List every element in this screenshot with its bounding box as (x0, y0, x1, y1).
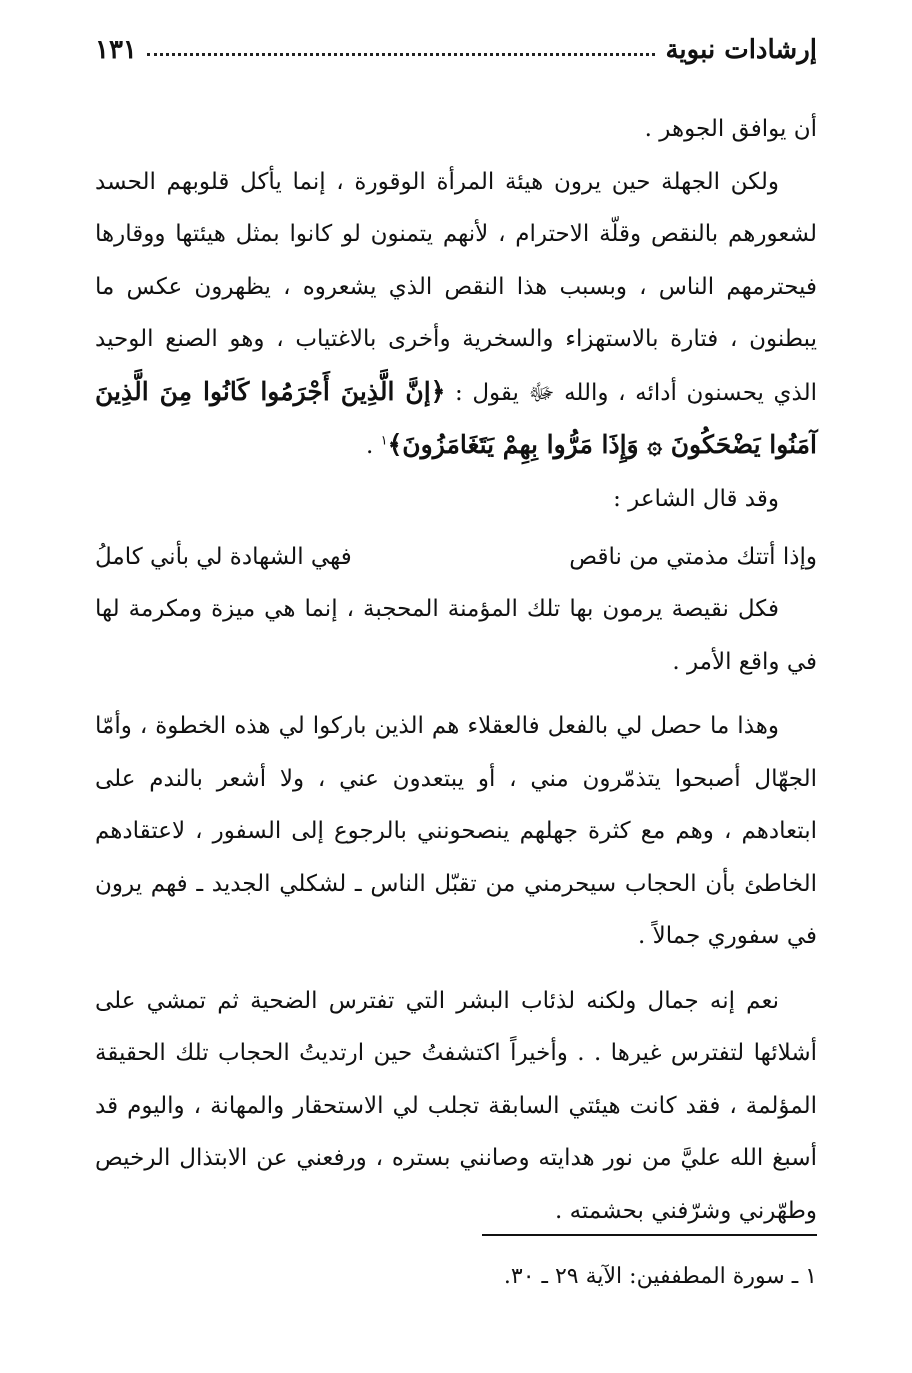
header-title: إرشادات نبوية (665, 35, 817, 65)
footnote: ١ ـ سورة المطففين: الآية ٢٩ ـ ٣٠. (503, 1264, 817, 1289)
paragraph-6: نعم إنه جمال ولكنه لذئاب البشر التي تفترس الضحية ثم تمشي على أشلائها لتفترس غيرها . . وأخيراً اكتشفتُ حين ارتديتُ الحجاب تلك الحقيقة المؤلمة ، فقد كانت هيئتي السابقة تجلب لي الاستحقار والمهانة ، واليوم قد أسبغ الله عليَّ من نور هدايته وصانني بستره ، ورفعني عن الابتذال الرخيص وطهّرني وشرّفني بحشمته . (95, 987, 817, 1224)
main-text (95, 103, 817, 1237)
paragraph-4: فكل نقيصة يرمون بها تلك المؤمنة المحجبة ، إنما هي ميزة ومكرمة لها في واقع الأمر . (95, 596, 817, 675)
poem-first-hemistich: وإذا أتتك مذمتي من ناقص (569, 544, 817, 570)
paragraph-3: وقد قال الشاعر : (613, 485, 779, 512)
footnote-ref: ١ (380, 433, 388, 449)
poem-second-hemistich: فهي الشهادة لي بأني كاملُ (95, 544, 352, 570)
poem-verse (95, 531, 817, 583)
paragraph-2 (95, 156, 817, 473)
quran-verse: ﴿إنَّ الَّذِينَ أَجْرَمُوا كَانُوا مِنَ الَّذِينَ آمَنُوا يَضْحَكُونَ ۞ وَإِذَا مَرُّوا بِهِمْ يَتَغَامَزُونَ﴾ (95, 376, 817, 459)
header-dot-leader (147, 53, 656, 56)
verse-end: . (366, 433, 381, 459)
running-header (95, 30, 817, 70)
paragraph-1: أن يوافق الجوهر . (644, 116, 817, 142)
paragraph-5: وهذا ما حصل لي بالفعل فالعقلاء هم الذين باركوا لي هذه الخطوة ، وأمّا الجهّال أصبحوا يتذمّرون مني ، أو يبتعدون عني ، ولا أشعر بالندم على ابتعادهم ، وهم مع كثرة جهلهم ينصحونني بالرجوع إلى السفور ، لاعتقادهم الخاطئ بأن الحجاب سيحرمني من تقبّل الناس ـ لشكلي الجديد ـ فهم يرون في سفوري جمالاً . (95, 713, 817, 949)
page-number: ١٣١ (95, 35, 137, 65)
paragraph-2-text: ولكن الجهلة حين يرون هيئة المرأة الوقورة ، إنما يأكل قلوبهم الحسد لشعورهم بالنقص وقلّة الاحترام ، لأنهم يتمنون لو كانوا بمثل هيئتها ووقارها فيحترمهم الناس ، وبسبب هذا النقص الذي يشعروه ، يظهرون عكس ما يبطنون ، فتارة بالاستهزاء والسخرية وأخرى بالاغتياب ، وهو الصنع الوحيد الذي يحسنون أدائه ، والله ﷻ يقول : (95, 168, 817, 406)
footnote-divider (482, 1234, 817, 1236)
